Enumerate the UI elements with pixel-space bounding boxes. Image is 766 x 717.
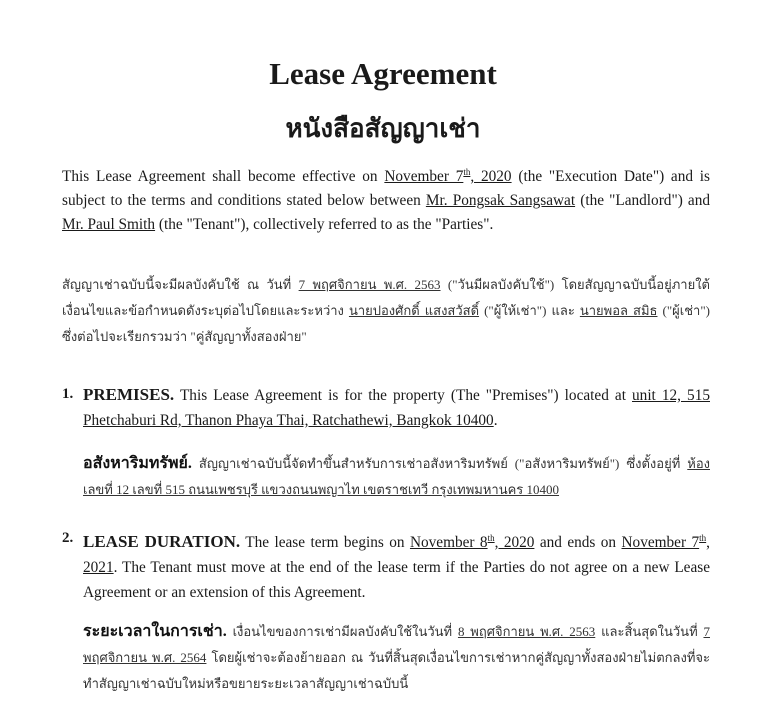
underlined-text: 7 พฤศจิกายน พ.ศ. 2564	[83, 624, 710, 666]
section-heading: PREMISES.	[83, 385, 175, 404]
text-segment: โดยผู้เช่าจะต้องย้ายออก ณ วันที่สิ้นสุดเงื่อนไขการเช่าหากคู่สัญญาทั้งสองฝ่ายไม่ตกลงที่จะทำสัญญาเช่าฉบับใหม่หรือขยายระยะเวลาสัญญาเช่าฉบับนี้	[83, 650, 710, 692]
section-lease-duration	[62, 526, 710, 697]
section-text-th	[83, 451, 710, 503]
document-title: Lease Agreement	[269, 56, 497, 91]
text-segment: ("ผู้เช่า") ซึ่งต่อไปจะเรียกรวมว่า "คู่สัญญาทั้งสองฝ่าย"	[62, 303, 710, 344]
underlined-text: นายปองศักดิ์ แสงสวัสดิ์	[348, 303, 480, 318]
section-premises	[62, 382, 710, 503]
section-number: 1.	[62, 386, 74, 402]
text-segment: ("วันมีผลบังคับใช้") โดยสัญญาฉบับนี้อยู่ภายใต้เงื่อนไขและข้อกำหนดดังระบุต่อไปโดยและระหว่าง	[62, 277, 710, 318]
text-segment: สัญญาเช่าฉบับนี้จะมีผลบังคับใช้ ณ วันที่	[62, 277, 299, 292]
underlined-text: Mr. Pongsak Sangsawat	[425, 192, 576, 210]
underlined-text: November 7	[384, 168, 464, 186]
section-text-en	[83, 526, 710, 605]
text-segment: . The Tenant must move at the end of the lease term if the Parties do not agree on a new Lease Agreement or an extension of this Agreement.	[83, 559, 710, 602]
text-segment: This Lease Agreement shall become effective on	[62, 168, 385, 186]
intro-paragraph-th	[62, 272, 710, 350]
section-number: 2.	[62, 530, 74, 546]
text-segment: .	[493, 412, 498, 429]
underlined-text: unit 12, 515 Phetchaburi Rd, Thanon Phaya Thai, Ratchathewi, Bangkok 10400	[83, 387, 710, 429]
text-segment: (the "Tenant"), collectively referred to as the "Parties".	[155, 216, 494, 234]
text-segment: ("ผู้ให้เช่า") และ	[479, 303, 580, 318]
text-segment: The lease term begins on	[240, 534, 410, 552]
section-heading: อสังหาริมทรัพย์.	[83, 455, 192, 472]
intro-paragraph-en	[62, 160, 710, 237]
section-heading: ระยะเวลาในการเช่า.	[83, 623, 227, 641]
section-text-th	[83, 619, 710, 697]
underlined-text: นายพอล สมิธ	[579, 303, 658, 318]
underlined-text: November 8	[409, 534, 488, 552]
text-segment: and ends on	[534, 534, 622, 552]
section-text-en	[83, 382, 710, 433]
underlined-text: 7 พฤศจิกายน พ.ศ. 2563	[298, 277, 441, 292]
underlined-text: th	[463, 167, 471, 177]
underlined-text: 8 พฤศจิกายน พ.ศ. 2563	[457, 624, 596, 640]
underlined-text: November 7	[621, 534, 700, 552]
underlined-text: Mr. Paul Smith	[62, 216, 156, 234]
text-segment: สัญญาเช่าฉบับนี้จัดทำขึ้นสำหรับการเช่าอสังหาริมทรัพย์ ("อสังหาริมทรัพย์") ซึ่งตั้งอยู่ที่	[191, 456, 688, 471]
section-heading: LEASE DURATION.	[83, 532, 241, 552]
text-segment: เงื่อนไขของการเช่ามีผลบังคับใช้ในวันที่	[226, 624, 458, 640]
text-segment: และสิ้นสุดในวันที่	[595, 624, 704, 640]
text-segment: (the "Landlord") and	[575, 192, 710, 210]
underlined-text: , 2020	[494, 534, 535, 552]
document-title-thai: หนังสือสัญญาเช่า	[285, 114, 481, 143]
underlined-text: th	[699, 533, 707, 543]
underlined-text: th	[487, 533, 495, 543]
underlined-text: , 2020	[470, 168, 512, 186]
underlined-text: , 2021	[83, 534, 710, 577]
underlined-text: ห้องเลขที่ 12 เลขที่ 515 ถนนเพชรบุรี แขวงถนนพญาไท เขตราชเทวี กรุงเทพมหานคร 10400	[83, 456, 710, 497]
text-segment: (the "Execution Date") and is subject to the terms and conditions stated below between	[62, 168, 710, 210]
text-segment: This Lease Agreement is for the property (The "Premises") located at	[174, 387, 633, 404]
